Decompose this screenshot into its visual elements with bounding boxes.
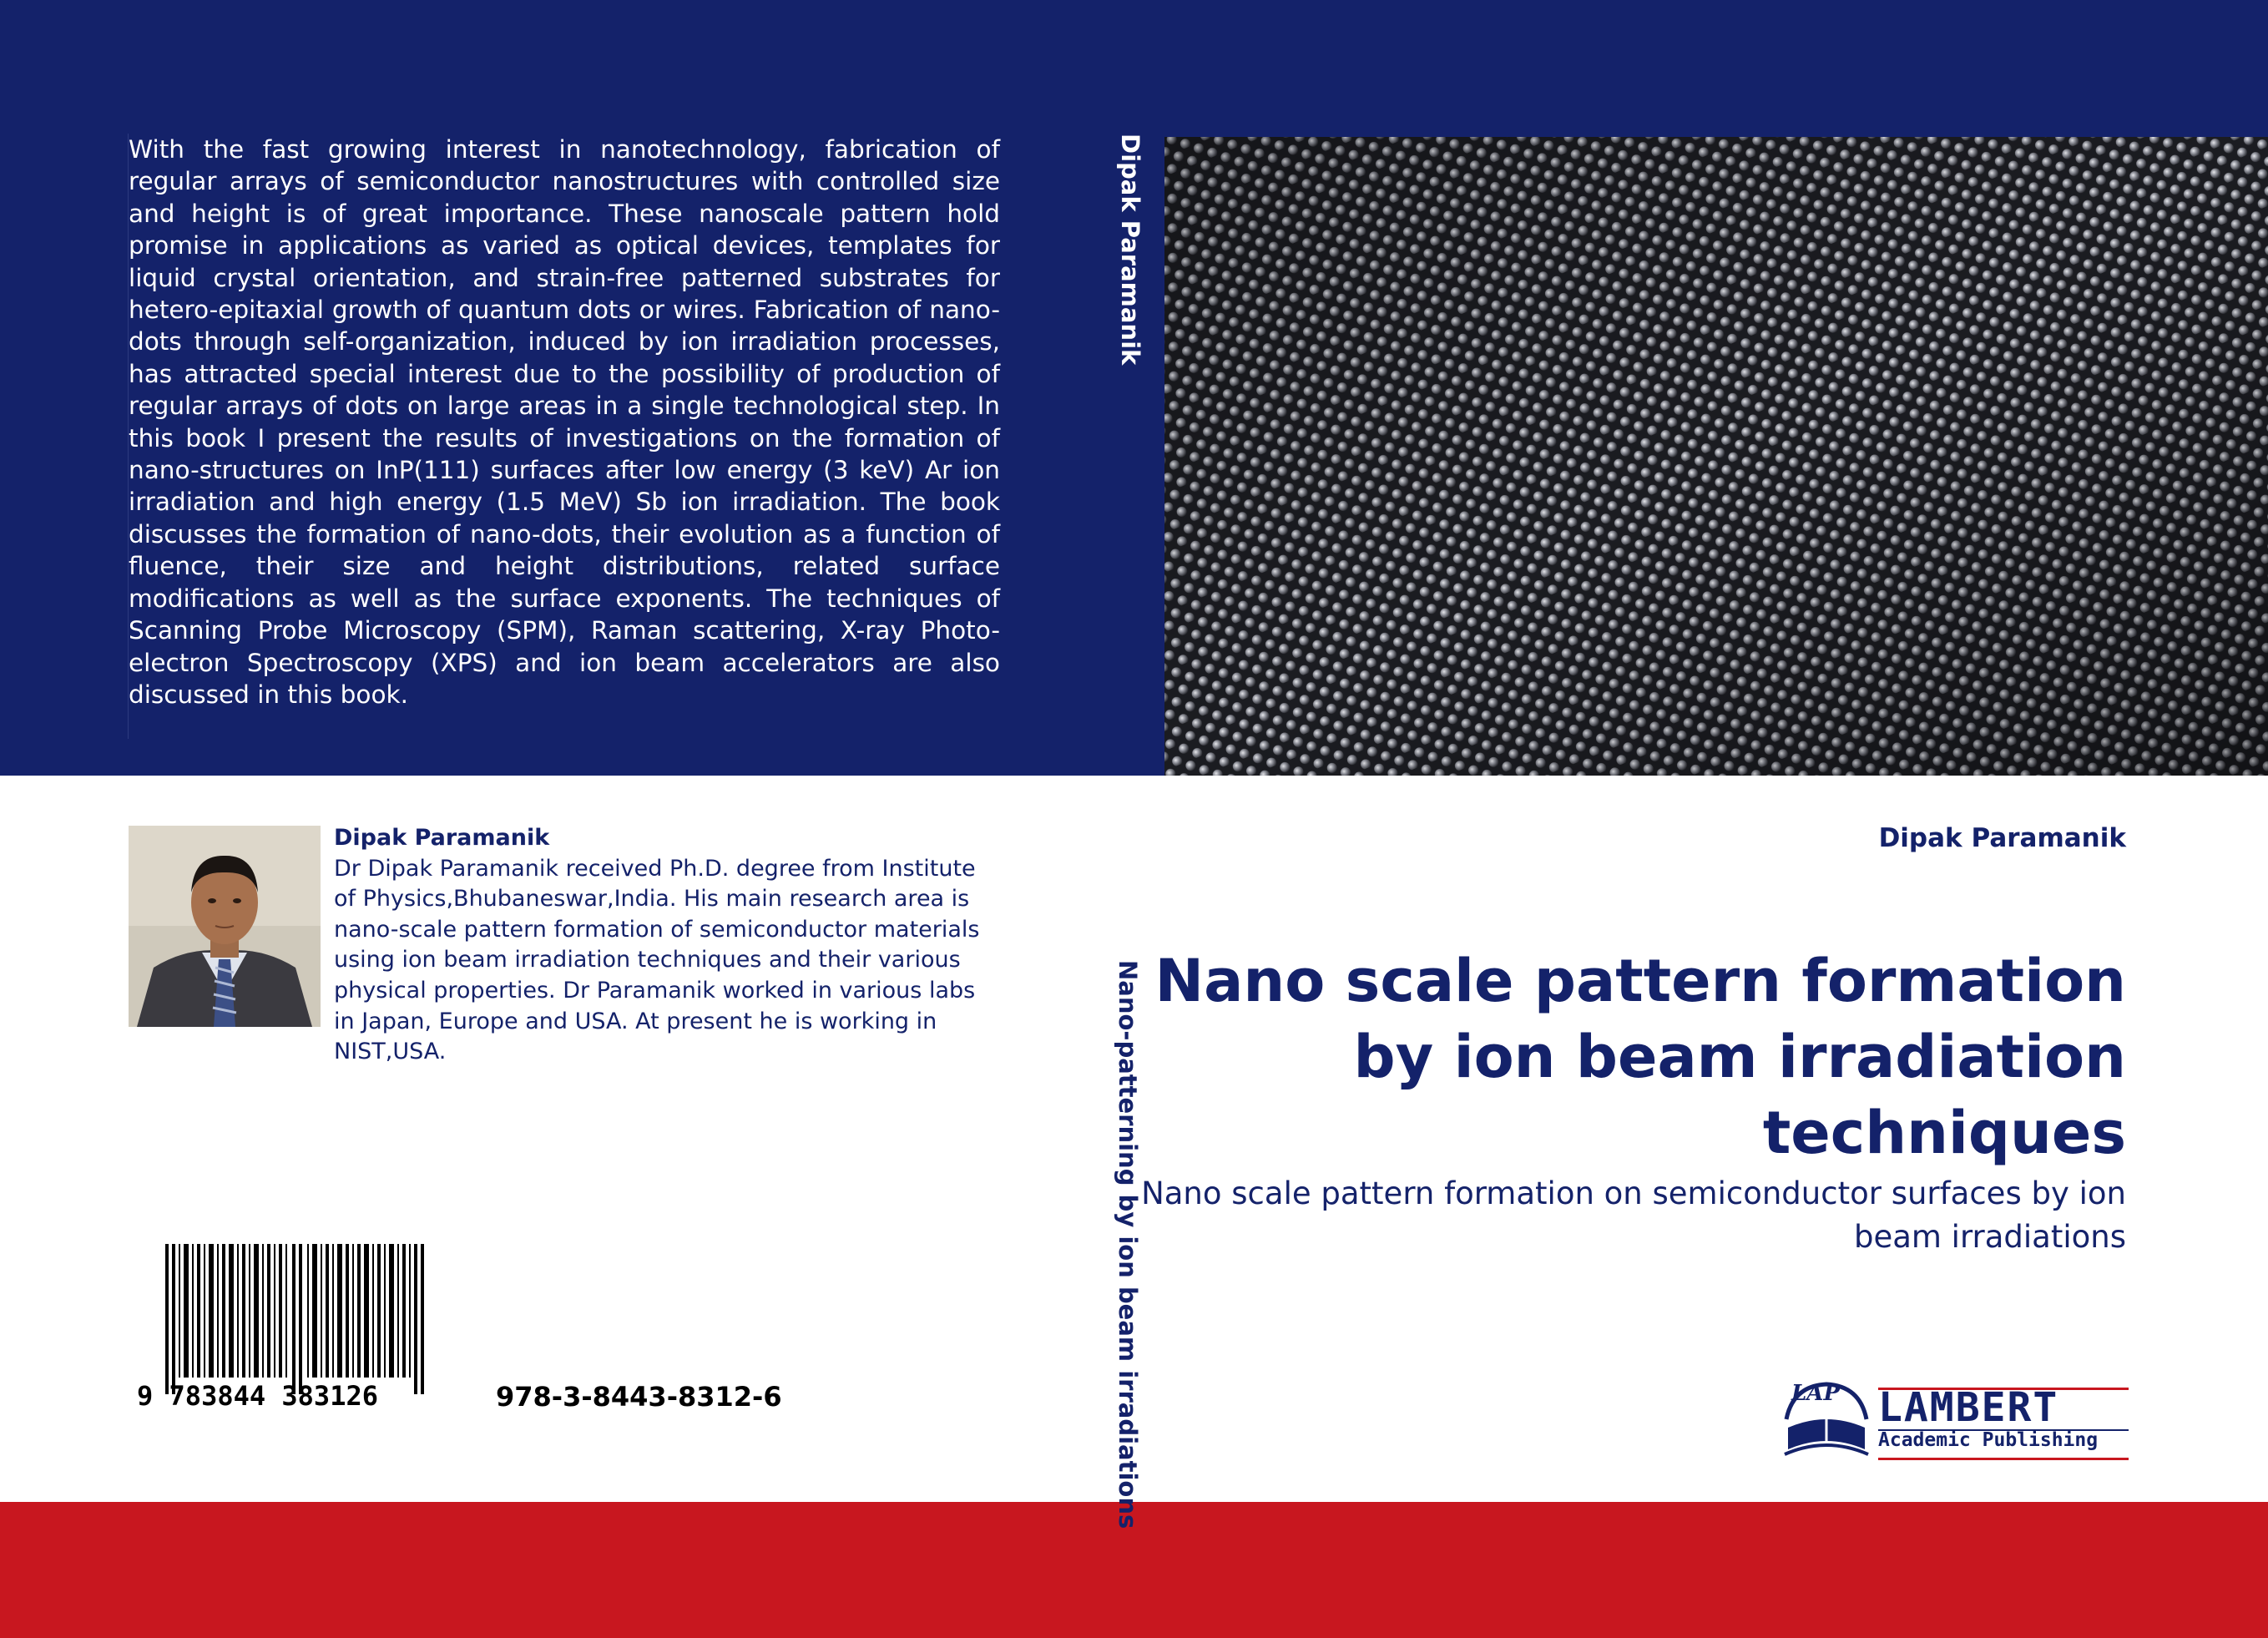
cover-photo-nanodots <box>1164 137 2268 776</box>
spine-author: Dipak Paramanik <box>1116 134 1144 366</box>
author-bio <box>334 823 985 1068</box>
back-cover-blurb: With the fast growing interest in nanotechnology, fabrication of regular arrays of semiconductor nanostructures with controlled size and height is of great importance. These nanoscale pattern hold promise in applications as varied as optical devices, templates for liquid crystal orientation, and strain-free patterned substrates for hetero-epitaxial growth of quantum dots or wires. Fabrication of nano-dots through self-organization, induced by ion irradiation processes, has attracted special interest due to the possibility of production of regular arrays of dots on large areas in a single technological step. In this book I present the results of investigations on the formation of nano-structures on InP(111) surfaces after low energy (3 keV) Ar ion irradiation and high energy (1.5 MeV) Sb ion irradiation. The book discusses the formation of nano-dots, their evolution as a function of fluence, their size and height distributions, related surface modifications as well as the surface exponents. The techniques of Scanning Probe Microscopy (SPM), Raman scattering, X-ray Photo-electron Spectroscopy (XPS) and ion beam accelerators are also discussed in this book. <box>129 135 1000 709</box>
publisher-subname: Academic Publishing <box>1878 1429 2099 1451</box>
isbn-number: 978-3-8443-8312-6 <box>496 1381 782 1413</box>
publisher-name: LAMBERT <box>1878 1384 2059 1431</box>
front-subtitle: Nano scale pattern formation on semiconductor surfaces by ion beam irradiations <box>1141 1175 2126 1255</box>
author-photo <box>129 826 321 1027</box>
front-title: Nano scale pattern formation by ion beam irradiation techniques <box>1154 947 2126 1167</box>
barcode-digits: 9 783844 383126 <box>137 1380 378 1412</box>
front-author: Dipak Paramanik <box>1878 823 2126 853</box>
bio-text: Dr Dipak Paramanik received Ph.D. degree from Institute of Physics,Bhubaneswar,India. His main research area is nano-scale pattern formation of semiconductor materials using ion beam irradiation techniques and their various physical properties. Dr Paramanik worked in various labs in Japan, Europe and USA. At present he is working in NIST,USA. <box>334 855 980 1065</box>
publisher-lap-mark: LAP <box>1791 1381 1841 1406</box>
bio-author-name: Dipak Paramanik <box>334 825 550 851</box>
spine-title: Nano-patterning by ion beam irradiations <box>1114 960 1142 1529</box>
